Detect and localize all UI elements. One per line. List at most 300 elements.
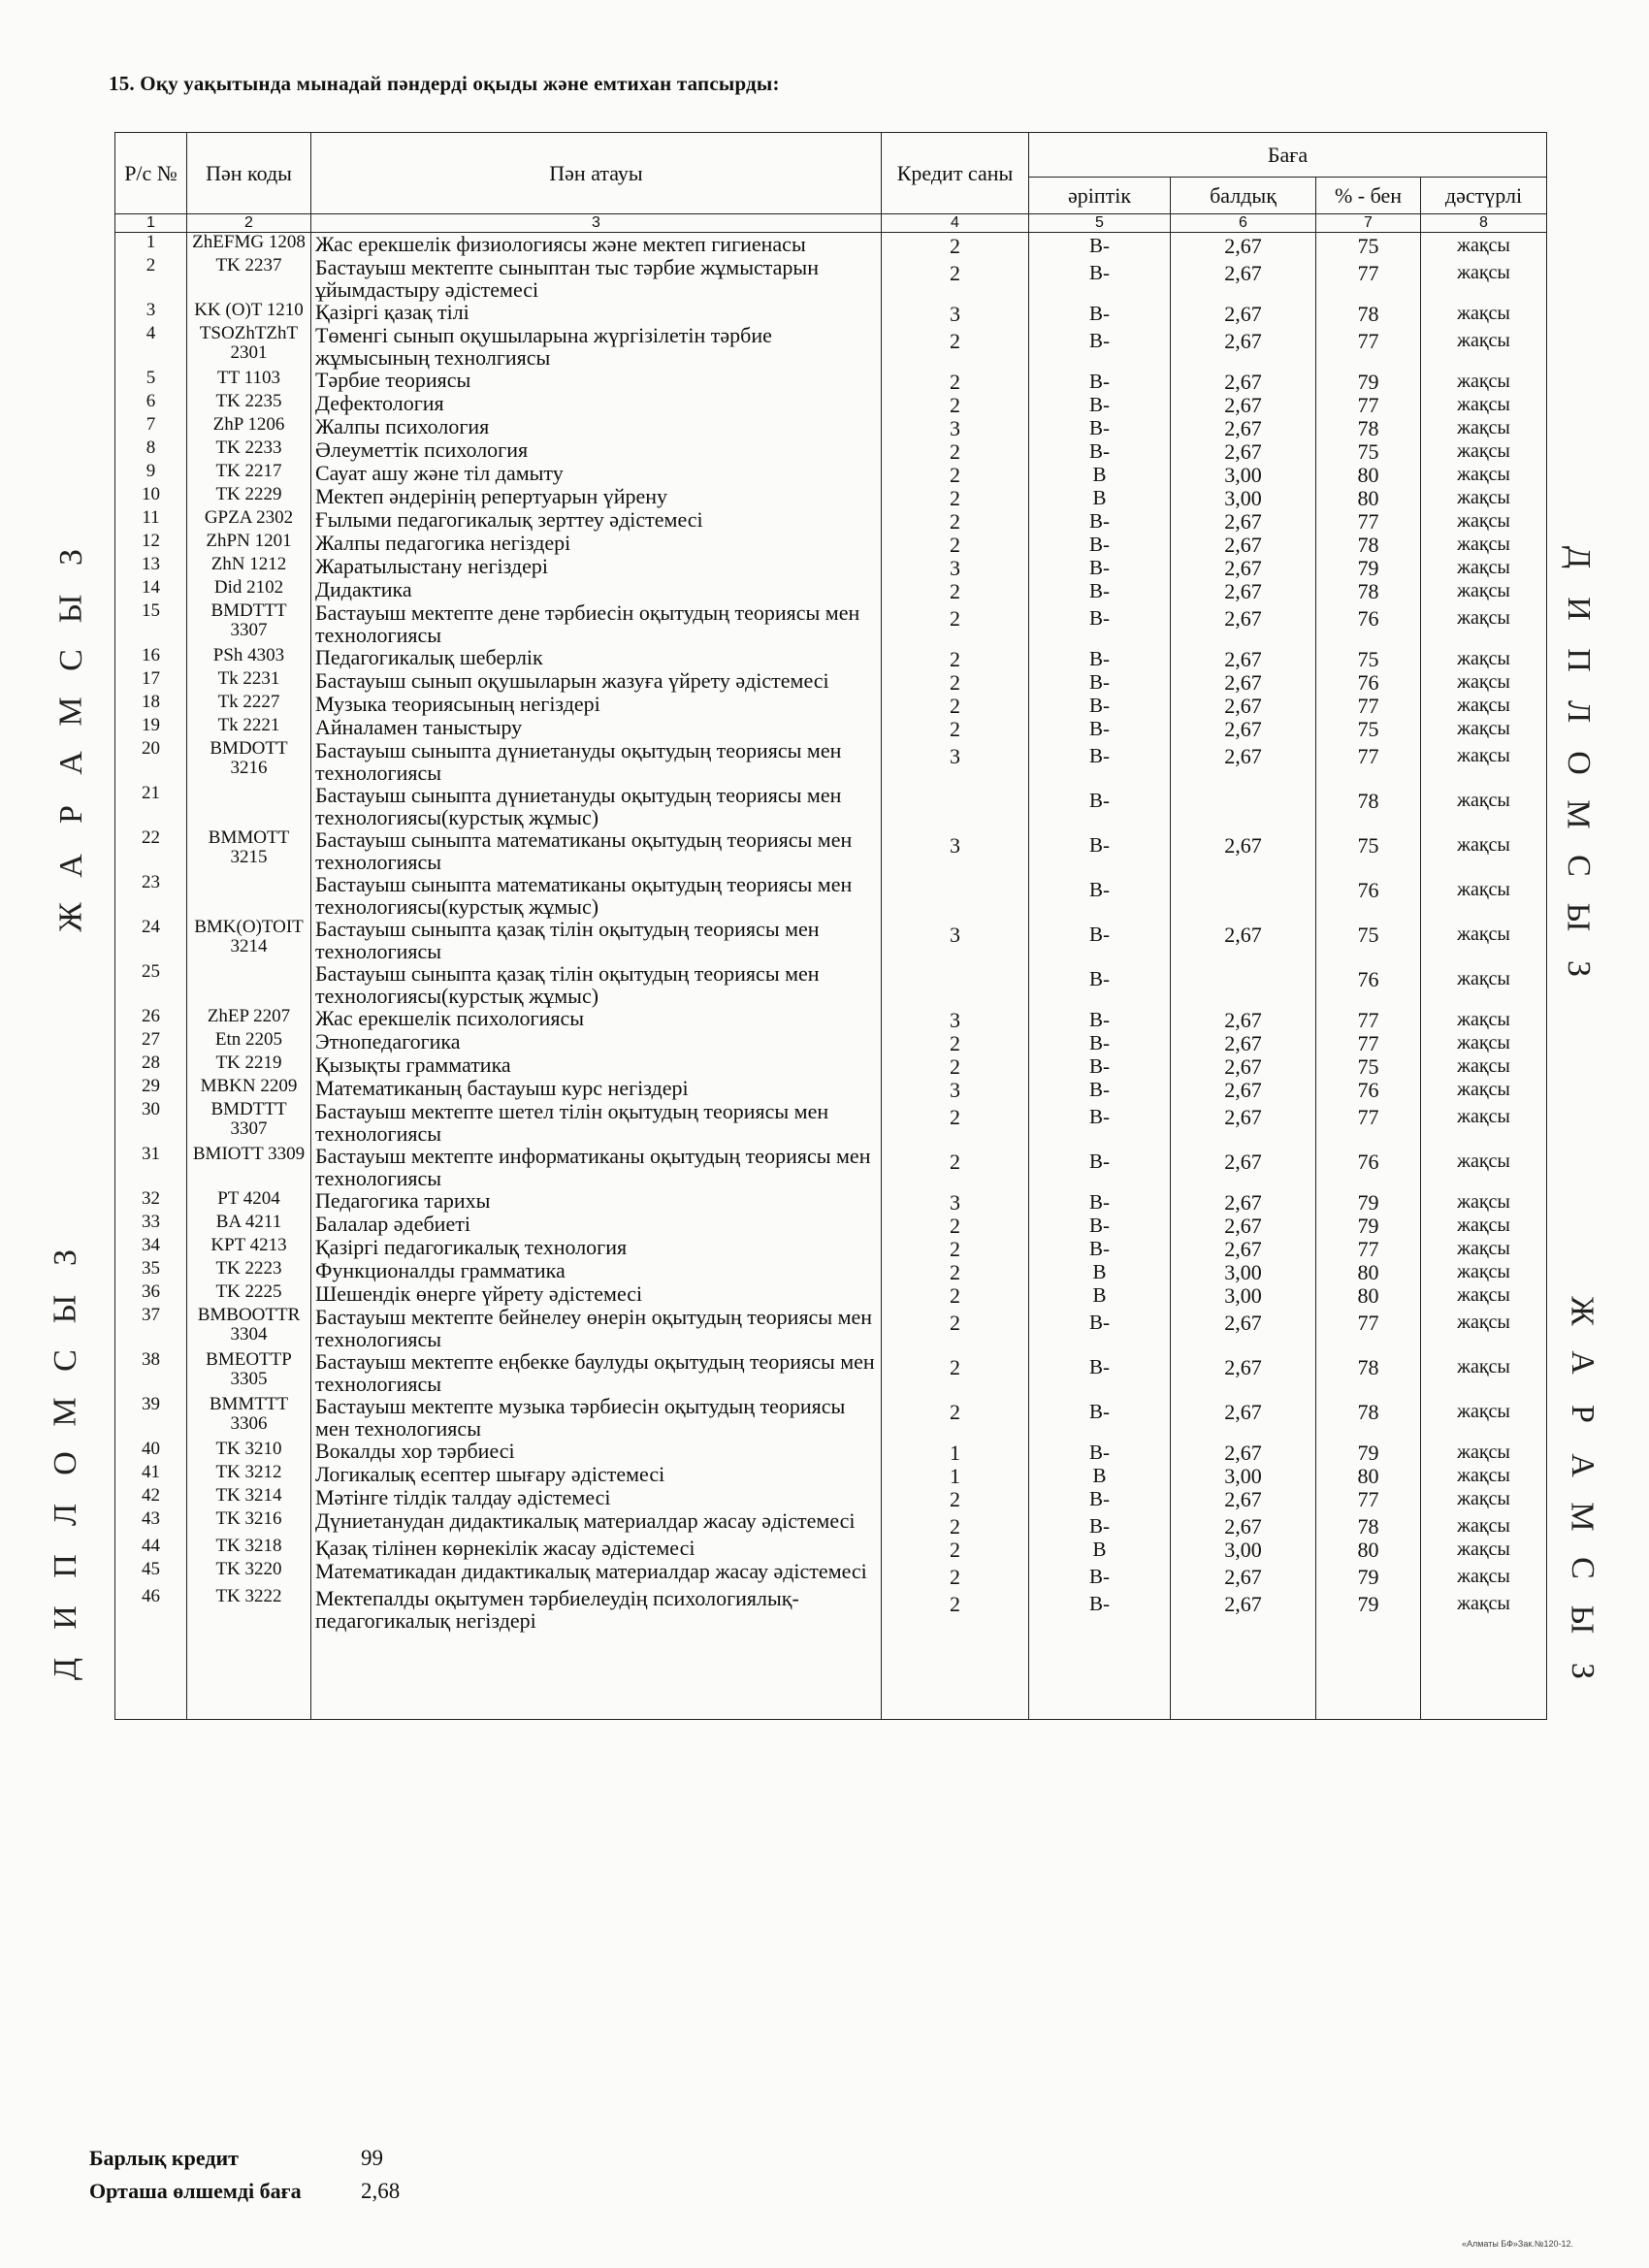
watermark-right-bottom <box>1564 1285 1600 1697</box>
table-row <box>115 1236 1547 1259</box>
table-row <box>115 828 1547 873</box>
cell-point: 2,67 <box>1171 578 1316 601</box>
filler-cell <box>187 1632 311 1720</box>
filler-cell <box>1421 1632 1547 1720</box>
cell-grade: жақсы <box>1421 873 1547 918</box>
avg-grade-value: 2,68 <box>361 2179 401 2203</box>
cell-point: 2,67 <box>1171 233 1316 257</box>
column-number: 5 <box>1029 214 1171 233</box>
cell-code: TK 2229 <box>187 485 311 508</box>
cell-credit: 2 <box>882 1282 1029 1306</box>
table-row <box>115 1145 1547 1189</box>
cell-name: Дидактика <box>311 578 882 601</box>
cell-name: Бастауыш сыныпта математиканы оқытудың теориясы мен технологиясы <box>311 828 882 873</box>
watermark-right-top <box>1560 532 1597 994</box>
cell-credit: 2 <box>882 438 1029 462</box>
cell-no: 14 <box>115 578 187 601</box>
cell-grade: жақсы <box>1421 1282 1547 1306</box>
cell-code: TK 2223 <box>187 1259 311 1282</box>
cell-no: 45 <box>115 1560 187 1587</box>
cell-point: 2,67 <box>1171 324 1316 369</box>
cell-letter: В- <box>1029 1560 1171 1587</box>
cell-no: 3 <box>115 301 187 324</box>
cell-point: 3,00 <box>1171 1282 1316 1306</box>
table-row <box>115 784 1547 828</box>
cell-credit: 3 <box>882 1189 1029 1213</box>
watermark-letter: О <box>1560 751 1597 775</box>
cell-credit: 2 <box>882 1509 1029 1537</box>
watermark-letter: И <box>1560 597 1597 621</box>
cell-code <box>187 784 311 828</box>
cell-credit: 3 <box>882 1077 1029 1100</box>
cell-percent: 76 <box>1316 1145 1421 1189</box>
section-heading: 15. Оқу уақытында мынадай пәндерді оқыды және емтихан тапсырды: <box>109 72 780 95</box>
cell-grade: жақсы <box>1421 1259 1547 1282</box>
watermark-letter: Ы <box>1560 902 1597 932</box>
watermark-letter: Ж <box>1564 1296 1600 1326</box>
cell-credit: 2 <box>882 1306 1029 1350</box>
watermark-letter: Р <box>1564 1405 1600 1423</box>
cell-credit: 2 <box>882 1587 1029 1632</box>
cell-grade: жақсы <box>1421 578 1547 601</box>
cell-percent: 77 <box>1316 1030 1421 1053</box>
cell-percent: 78 <box>1316 1509 1421 1537</box>
cell-credit: 2 <box>882 508 1029 532</box>
cell-name: Қазіргі педагогикалық технология <box>311 1236 882 1259</box>
cell-point: 2,67 <box>1171 508 1316 532</box>
column-number: 6 <box>1171 214 1316 233</box>
table-row <box>115 532 1547 555</box>
cell-credit: 2 <box>882 1395 1029 1440</box>
cell-grade: жақсы <box>1421 256 1547 301</box>
table-row <box>115 438 1547 462</box>
cell-point: 2,67 <box>1171 1100 1316 1145</box>
cell-point: 2,67 <box>1171 1077 1316 1100</box>
cell-no: 11 <box>115 508 187 532</box>
cell-point: 2,67 <box>1171 369 1316 392</box>
cell-letter: В- <box>1029 1587 1171 1632</box>
cell-point: 2,67 <box>1171 1189 1316 1213</box>
cell-percent: 78 <box>1316 578 1421 601</box>
cell-code: GPZA 2302 <box>187 508 311 532</box>
cell-grade: жақсы <box>1421 1030 1547 1053</box>
table-row <box>115 873 1547 918</box>
cell-letter: В- <box>1029 1395 1171 1440</box>
cell-percent: 77 <box>1316 392 1421 415</box>
watermark-letter: М <box>1564 1502 1600 1532</box>
watermark-letter: З <box>47 1248 83 1267</box>
cell-grade: жақсы <box>1421 1395 1547 1440</box>
table-row <box>115 1213 1547 1236</box>
cell-no: 26 <box>115 1007 187 1030</box>
cell-name: Төменгі сынып оқушыларына жүргізілетін тәрбие жұмысының технолгиясы <box>311 324 882 369</box>
column-number: 2 <box>187 214 311 233</box>
cell-name: Мәтінге тілдік талдау әдістемесі <box>311 1486 882 1509</box>
cell-letter: В- <box>1029 1189 1171 1213</box>
cell-percent: 75 <box>1316 716 1421 739</box>
cell-no: 5 <box>115 369 187 392</box>
cell-point: 2,67 <box>1171 1587 1316 1632</box>
cell-code: ZhN 1212 <box>187 555 311 578</box>
header-letter: әріптік <box>1029 178 1171 214</box>
cell-credit: 2 <box>882 256 1029 301</box>
cell-letter: В- <box>1029 301 1171 324</box>
cell-grade: жақсы <box>1421 438 1547 462</box>
table-row <box>115 233 1547 257</box>
table-row <box>115 1509 1547 1537</box>
cell-name: Қазіргі қазақ тілі <box>311 301 882 324</box>
cell-name: Бастауыш сыныпта дүниетануды оқытудың теориясы мен технологиясы(курстық жұмыс) <box>311 784 882 828</box>
cell-point: 2,67 <box>1171 1213 1316 1236</box>
header-name: Пән атауы <box>311 133 882 214</box>
cell-percent: 75 <box>1316 233 1421 257</box>
cell-name: Бастауыш мектепте сыныптан тыс тәрбие жұмыстарын ұйымдастыру әдістемесі <box>311 256 882 301</box>
cell-no: 28 <box>115 1053 187 1077</box>
cell-name: Бастауыш мектепте еңбекке баулуды оқытудың теориясы мен технологиясы <box>311 1350 882 1395</box>
cell-point: 2,67 <box>1171 301 1316 324</box>
cell-code: Etn 2205 <box>187 1030 311 1053</box>
cell-name: Ғылыми педагогикалық зерттеу әдістемесі <box>311 508 882 532</box>
cell-credit: 2 <box>882 1537 1029 1560</box>
cell-letter: В- <box>1029 918 1171 962</box>
cell-point: 2,67 <box>1171 438 1316 462</box>
table-row <box>115 601 1547 646</box>
watermark-letter: П <box>47 1554 83 1578</box>
cell-credit: 2 <box>882 601 1029 646</box>
cell-credit: 2 <box>882 646 1029 669</box>
cell-grade: жақсы <box>1421 918 1547 962</box>
table-row <box>115 918 1547 962</box>
cell-percent: 76 <box>1316 669 1421 693</box>
cell-no: 1 <box>115 233 187 257</box>
cell-code: Did 2102 <box>187 578 311 601</box>
cell-letter: В- <box>1029 1145 1171 1189</box>
watermark-letter: П <box>1560 648 1597 672</box>
cell-letter: В- <box>1029 873 1171 918</box>
cell-no: 43 <box>115 1509 187 1537</box>
cell-percent: 79 <box>1316 369 1421 392</box>
cell-no: 31 <box>115 1145 187 1189</box>
table-row <box>115 1077 1547 1100</box>
cell-name: Этнопедагогика <box>311 1030 882 1053</box>
table-row <box>115 1587 1547 1632</box>
watermark-letter: М <box>52 697 89 727</box>
cell-name: Қазақ тілінен көрнекілік жасау әдістемесі <box>311 1537 882 1560</box>
cell-code: TK 3220 <box>187 1560 311 1587</box>
cell-percent: 78 <box>1316 415 1421 438</box>
cell-no: 33 <box>115 1213 187 1236</box>
cell-percent: 76 <box>1316 1077 1421 1100</box>
cell-name: Вокалды хор тәрбиесі <box>311 1440 882 1463</box>
cell-code: TK 2237 <box>187 256 311 301</box>
cell-point: 2,67 <box>1171 1236 1316 1259</box>
cell-no: 19 <box>115 716 187 739</box>
cell-grade: жақсы <box>1421 828 1547 873</box>
cell-name: Мектеп әндерінің репертуарын үйрену <box>311 485 882 508</box>
cell-grade: жақсы <box>1421 369 1547 392</box>
table-row <box>115 485 1547 508</box>
cell-percent: 75 <box>1316 918 1421 962</box>
cell-letter: В- <box>1029 324 1171 369</box>
cell-percent: 79 <box>1316 1560 1421 1587</box>
total-credit-value: 99 <box>361 2146 383 2170</box>
table-row <box>115 415 1547 438</box>
cell-code: MBKN 2209 <box>187 1077 311 1100</box>
cell-code: TK 3214 <box>187 1486 311 1509</box>
cell-grade: жақсы <box>1421 324 1547 369</box>
cell-point: 2,67 <box>1171 669 1316 693</box>
cell-name: Жалпы психология <box>311 415 882 438</box>
cell-percent: 75 <box>1316 828 1421 873</box>
cell-percent: 78 <box>1316 1395 1421 1440</box>
cell-grade: жақсы <box>1421 392 1547 415</box>
table-filler-row <box>115 1632 1547 1720</box>
cell-no: 9 <box>115 462 187 485</box>
cell-no: 24 <box>115 918 187 962</box>
cell-point: 2,67 <box>1171 693 1316 716</box>
table-row <box>115 1350 1547 1395</box>
cell-code: KK (O)T 1210 <box>187 301 311 324</box>
cell-point: 3,00 <box>1171 1537 1316 1560</box>
cell-no: 36 <box>115 1282 187 1306</box>
cell-credit: 2 <box>882 532 1029 555</box>
cell-no: 34 <box>115 1236 187 1259</box>
cell-no: 37 <box>115 1306 187 1350</box>
cell-code: BMMTTT 3306 <box>187 1395 311 1440</box>
cell-letter: В- <box>1029 1440 1171 1463</box>
cell-percent: 77 <box>1316 1486 1421 1509</box>
cell-credit: 2 <box>882 392 1029 415</box>
cell-credit: 3 <box>882 1007 1029 1030</box>
cell-grade: жақсы <box>1421 1306 1547 1350</box>
watermark-letter: О <box>47 1451 83 1475</box>
cell-point: 3,00 <box>1171 1259 1316 1282</box>
cell-letter: В- <box>1029 508 1171 532</box>
cell-code: PT 4204 <box>187 1189 311 1213</box>
cell-credit: 3 <box>882 415 1029 438</box>
header-credit: Кредит саны <box>882 133 1029 214</box>
table-row <box>115 1189 1547 1213</box>
cell-credit: 2 <box>882 369 1029 392</box>
cell-percent: 77 <box>1316 256 1421 301</box>
cell-no: 16 <box>115 646 187 669</box>
watermark-letter: Ы <box>47 1294 83 1324</box>
cell-code: BMDOTT 3216 <box>187 739 311 784</box>
cell-no: 30 <box>115 1100 187 1145</box>
cell-letter: В- <box>1029 1236 1171 1259</box>
cell-grade: жақсы <box>1421 462 1547 485</box>
header-percent: % - бен <box>1316 178 1421 214</box>
table-row <box>115 256 1547 301</box>
cell-credit: 2 <box>882 1100 1029 1145</box>
cell-code <box>187 873 311 918</box>
cell-code: TK 3212 <box>187 1463 311 1486</box>
cell-grade: жақсы <box>1421 1463 1547 1486</box>
cell-letter: В- <box>1029 646 1171 669</box>
cell-no: 2 <box>115 256 187 301</box>
cell-code: KPT 4213 <box>187 1236 311 1259</box>
table-row <box>115 1537 1547 1560</box>
cell-point: 2,67 <box>1171 739 1316 784</box>
cell-point: 2,67 <box>1171 1560 1316 1587</box>
cell-credit: 2 <box>882 1030 1029 1053</box>
cell-percent: 75 <box>1316 646 1421 669</box>
cell-code: PSh 4303 <box>187 646 311 669</box>
cell-percent: 79 <box>1316 1587 1421 1632</box>
cell-percent: 75 <box>1316 438 1421 462</box>
cell-name: Тәрбие теориясы <box>311 369 882 392</box>
cell-percent: 78 <box>1316 301 1421 324</box>
table-row <box>115 462 1547 485</box>
cell-percent: 76 <box>1316 873 1421 918</box>
cell-no: 21 <box>115 784 187 828</box>
cell-percent: 77 <box>1316 1306 1421 1350</box>
cell-grade: жақсы <box>1421 1587 1547 1632</box>
cell-no: 27 <box>115 1030 187 1053</box>
cell-code: TK 3216 <box>187 1509 311 1537</box>
column-number: 8 <box>1421 214 1547 233</box>
cell-percent: 77 <box>1316 508 1421 532</box>
cell-no: 17 <box>115 669 187 693</box>
cell-no: 42 <box>115 1486 187 1509</box>
cell-credit: 2 <box>882 716 1029 739</box>
cell-grade: жақсы <box>1421 415 1547 438</box>
table-row <box>115 739 1547 784</box>
cell-point: 2,67 <box>1171 918 1316 962</box>
cell-letter: В <box>1029 1537 1171 1560</box>
cell-percent: 78 <box>1316 532 1421 555</box>
table-row <box>115 693 1547 716</box>
cell-letter: В- <box>1029 784 1171 828</box>
cell-code: TSOZhTZhT 2301 <box>187 324 311 369</box>
header-point: балдық <box>1171 178 1316 214</box>
cell-percent: 79 <box>1316 1213 1421 1236</box>
cell-code: BMBOOTTR 3304 <box>187 1306 311 1350</box>
cell-credit: 1 <box>882 1463 1029 1486</box>
cell-percent: 76 <box>1316 601 1421 646</box>
cell-credit: 3 <box>882 301 1029 324</box>
cell-name: Дефектология <box>311 392 882 415</box>
cell-credit: 2 <box>882 1236 1029 1259</box>
watermark-letter: М <box>47 1397 83 1427</box>
cell-code: Tk 2221 <box>187 716 311 739</box>
cell-code: BMEOTTP 3305 <box>187 1350 311 1395</box>
cell-credit: 2 <box>882 485 1029 508</box>
cell-grade: жақсы <box>1421 301 1547 324</box>
cell-code: BA 4211 <box>187 1213 311 1236</box>
cell-point <box>1171 873 1316 918</box>
cell-percent: 77 <box>1316 1007 1421 1030</box>
cell-grade: жақсы <box>1421 669 1547 693</box>
cell-grade: жақсы <box>1421 1440 1547 1463</box>
cell-credit: 2 <box>882 1486 1029 1509</box>
cell-point: 2,67 <box>1171 1509 1316 1537</box>
watermark-letter: С <box>47 1349 83 1372</box>
cell-grade: жақсы <box>1421 693 1547 716</box>
cell-letter: В- <box>1029 1306 1171 1350</box>
watermark-letter: А <box>52 854 89 878</box>
cell-grade: жақсы <box>1421 1100 1547 1145</box>
watermark-letter: Д <box>1560 545 1597 569</box>
cell-code: BMIOTT 3309 <box>187 1145 311 1189</box>
cell-grade: жақсы <box>1421 1053 1547 1077</box>
cell-letter: В- <box>1029 601 1171 646</box>
header-code: Пән коды <box>187 133 311 214</box>
cell-no: 18 <box>115 693 187 716</box>
cell-code: TK 2233 <box>187 438 311 462</box>
table-row <box>115 1100 1547 1145</box>
cell-point: 3,00 <box>1171 462 1316 485</box>
cell-no: 29 <box>115 1077 187 1100</box>
cell-code: TK 3222 <box>187 1587 311 1632</box>
header-no: Р/с № <box>115 133 187 214</box>
cell-percent: 80 <box>1316 462 1421 485</box>
cell-no: 10 <box>115 485 187 508</box>
watermark-letter: М <box>1560 799 1597 829</box>
cell-no: 7 <box>115 415 187 438</box>
cell-letter: В- <box>1029 1509 1171 1537</box>
table-row <box>115 646 1547 669</box>
cell-no: 22 <box>115 828 187 873</box>
cell-point: 2,67 <box>1171 1053 1316 1077</box>
cell-percent: 79 <box>1316 555 1421 578</box>
cell-name: Педагогикалық шеберлік <box>311 646 882 669</box>
cell-credit: 2 <box>882 324 1029 369</box>
cell-no: 46 <box>115 1587 187 1632</box>
cell-letter: В- <box>1029 256 1171 301</box>
summary-block <box>89 2146 400 2212</box>
watermark-letter: Д <box>47 1657 83 1681</box>
filler-cell <box>115 1632 187 1720</box>
cell-point: 2,67 <box>1171 1007 1316 1030</box>
table-row <box>115 1259 1547 1282</box>
table-row <box>115 1395 1547 1440</box>
cell-name: Логикалық есептер шығару әдістемесі <box>311 1463 882 1486</box>
header-traditional: дәстүрлі <box>1421 178 1547 214</box>
table-row <box>115 1486 1547 1509</box>
total-credit-label: Барлық кредит <box>89 2146 239 2170</box>
cell-grade: жақсы <box>1421 485 1547 508</box>
watermark-letter: З <box>1560 959 1597 978</box>
cell-name: Мектепалды оқытумен тәрбиелеудің психологиялық-педагогикалық негіздері <box>311 1587 882 1632</box>
cell-no: 41 <box>115 1463 187 1486</box>
cell-percent: 75 <box>1316 1053 1421 1077</box>
cell-grade: жақсы <box>1421 1077 1547 1100</box>
cell-code: TT 1103 <box>187 369 311 392</box>
cell-name: Бастауыш мектепте дене тәрбиесін оқытудың теориясы мен технологиясы <box>311 601 882 646</box>
watermark-letter: А <box>1564 1453 1600 1477</box>
cell-point: 2,67 <box>1171 555 1316 578</box>
watermark-letter: Л <box>47 1503 83 1527</box>
cell-code: TK 3210 <box>187 1440 311 1463</box>
cell-code: ZhPN 1201 <box>187 532 311 555</box>
cell-name: Жаратылыстану негіздері <box>311 555 882 578</box>
cell-code: Tk 2231 <box>187 669 311 693</box>
cell-point: 2,67 <box>1171 1306 1316 1350</box>
cell-point: 2,67 <box>1171 1395 1316 1440</box>
cell-no: 25 <box>115 962 187 1007</box>
cell-name: Дүниетанудан дидактикалық материалдар жасау әдістемесі <box>311 1509 882 1537</box>
watermark-letter: А <box>1564 1350 1600 1375</box>
cell-name: Бастауыш сыныпта дүниетануды оқытудың теориясы мен технологиясы <box>311 739 882 784</box>
cell-credit: 2 <box>882 1213 1029 1236</box>
cell-no: 13 <box>115 555 187 578</box>
cell-name: Функционалды грамматика <box>311 1259 882 1282</box>
cell-letter: В- <box>1029 1486 1171 1509</box>
cell-name: Бастауыш мектепте информатиканы оқытудың теориясы мен технологиясы <box>311 1145 882 1189</box>
cell-letter: В- <box>1029 1007 1171 1030</box>
cell-point: 3,00 <box>1171 485 1316 508</box>
